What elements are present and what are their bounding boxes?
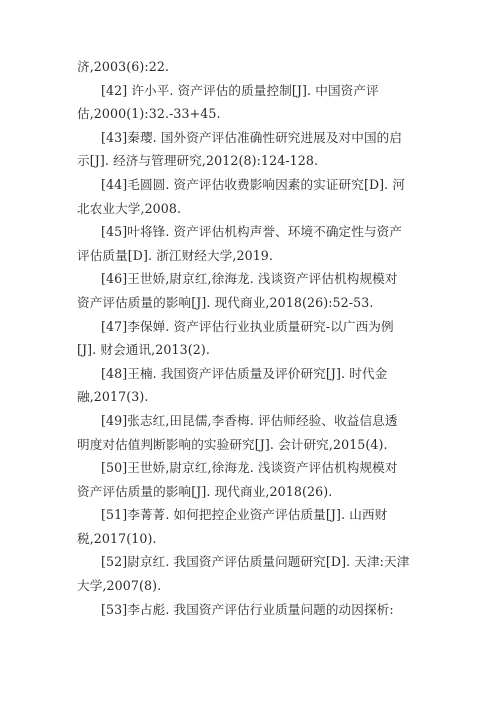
reference-line: 示[J]. 经济与管理研究,2012(8):124-128.: [77, 153, 319, 169]
reference-list: [77, 55, 423, 621]
reference-line: [46]王世娇,尉京红,徐海龙. 浅谈资产评估机构规模对: [101, 271, 398, 287]
reference-line: [48]王楠. 我国资产评估质量及评价研究[J]. 时代金: [101, 365, 388, 381]
reference-line: 北农业大学,2008.: [77, 200, 182, 216]
reference-line: [44]毛圆圆. 资产评估收费影响因素的实证研究[D]. 河: [101, 176, 406, 192]
reference-line: [53]李占彪. 我国资产评估行业质量问题的动因探析:: [101, 601, 394, 617]
reference-line: [45]叶将锋. 资产评估机构声誉、环境不确定性与资产: [101, 224, 403, 240]
reference-line: [43]秦璎. 国外资产评估准确性研究进展及对中国的启: [101, 129, 403, 145]
reference-line: 大学,2007(8).: [77, 578, 162, 594]
reference-line: [42] 许小平. 资产评估的质量控制[J]. 中国资产评: [101, 82, 379, 98]
reference-line: 税,2017(10).: [77, 530, 157, 546]
reference-line: 评估质量[D]. 浙江财经大学,2019.: [77, 247, 274, 263]
reference-line: [52]尉京红. 我国资产评估质量问题研究[D]. 天津:天津: [101, 554, 410, 570]
reference-line: 资产评估质量的影响[J]. 现代商业,2018(26):52-53.: [77, 294, 374, 310]
reference-line: 估,2000(1):32.-33+45.: [77, 106, 221, 122]
reference-line: 融,2017(3).: [77, 389, 149, 405]
reference-line: [50]王世娇,尉京红,徐海龙. 浅谈资产评估机构规模对: [101, 460, 398, 476]
reference-line: [J]. 财会通讯,2013(2).: [77, 342, 210, 358]
reference-line: [49]张志红,田昆儒,李香梅. 评估师经验、收益信息透: [101, 412, 398, 428]
reference-line: [51]李菁菁. 如何把控企业资产评估质量[J]. 山西财: [101, 507, 388, 523]
reference-line: 明度对估值判断影响的实验研究[J]. 会计研究,2015(4).: [77, 436, 388, 452]
reference-line: 资产评估质量的影响[J]. 现代商业,2018(26).: [77, 483, 333, 499]
reference-line: [47]李保婵. 资产评估行业执业质量研究-以广西为例: [101, 318, 394, 334]
reference-line: 济,2003(6):22.: [77, 59, 170, 74]
